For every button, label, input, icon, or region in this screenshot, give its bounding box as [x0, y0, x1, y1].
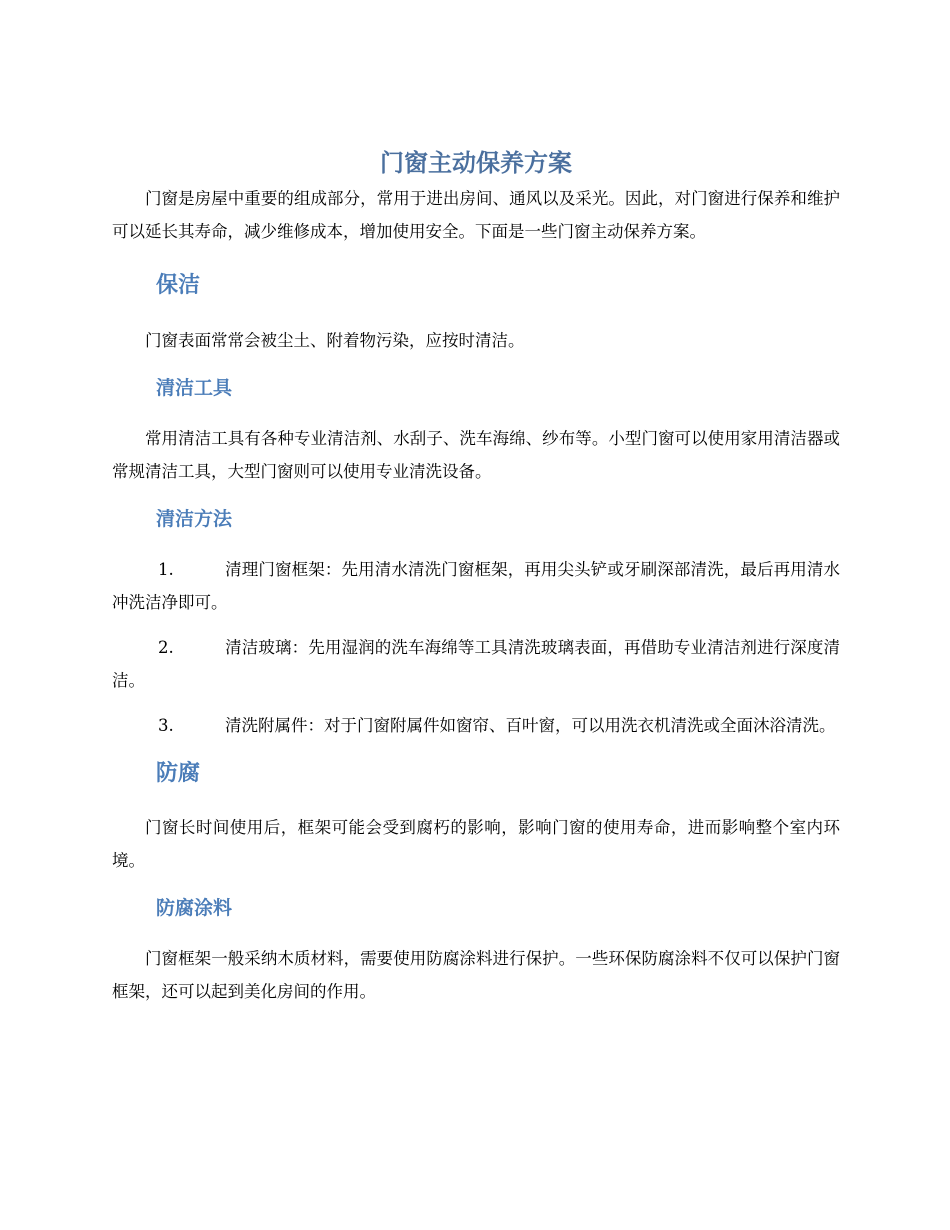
list-item: [112, 631, 840, 697]
section-heading-anticorrosion: 防腐: [156, 761, 201, 786]
section-text-cleaning: 门窗表面常常会被尘土、附着物污染，应按时清洁。: [145, 331, 525, 350]
list-item: [112, 553, 840, 619]
list-text: 清洗附属件：对于门窗附属件如窗帘、百叶窗，可以用洗衣机清洗或全面沐浴清洗。: [225, 716, 836, 735]
list-text: 清理门窗框架：先用清水清洗门窗框架，再用尖头铲或牙刷深部清洗，最后再用清水冲洗洁净即可。: [112, 560, 840, 612]
list-number: 2.: [158, 638, 174, 657]
list-number: 3.: [158, 716, 174, 735]
section-text-anticorrosion-paint: 门窗框架一般采纳木质材料，需要使用防腐涂料进行保护。一些环保防腐涂料不仅可以保护门窗框架，还可以起到美化房间的作用。: [112, 949, 840, 1001]
list-text: 清洁玻璃：先用湿润的洗车海绵等工具清洗玻璃表面，再借助专业清洁剂进行深度清洁。: [112, 638, 840, 690]
section-heading-anticorrosion-paint: 防腐涂料: [156, 897, 233, 919]
document-title: 门窗主动保养方案: [380, 149, 572, 177]
document-page: [112, 146, 840, 1008]
list-number: 1.: [158, 560, 174, 579]
section-text-cleaning-tools: 常用清洁工具有各种专业清洁剂、水刮子、洗车海绵、纱布等。小型门窗可以使用家用清洁器或常规清洁工具，大型门窗则可以使用专业清洗设备。: [112, 429, 840, 481]
section-text-anticorrosion: 门窗长时间使用后，框架可能会受到腐朽的影响，影响门窗的使用寿命，进而影响整个室内环境。: [112, 818, 840, 870]
section-heading-cleaning-methods: 清洁方法: [156, 508, 233, 530]
section-heading-cleaning: 保洁: [156, 273, 201, 298]
list-item: [112, 709, 840, 742]
intro-paragraph: 门窗是房屋中重要的组成部分，常用于进出房间、通风以及采光。因此，对门窗进行保养和维护可以延长其寿命，减少维修成本，增加使用安全。下面是一些门窗主动保养方案。: [112, 189, 840, 241]
section-heading-cleaning-tools: 清洁工具: [156, 377, 233, 399]
